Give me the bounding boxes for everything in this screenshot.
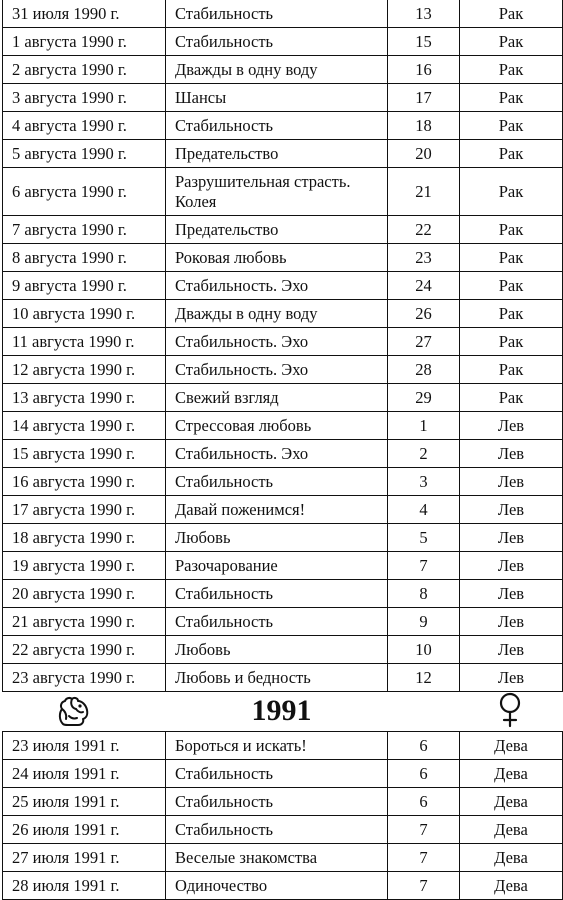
table-row: [3, 552, 563, 580]
sign-cell: Рак: [460, 168, 563, 216]
number-cell: 7: [388, 552, 460, 580]
sign-cell: Рак: [460, 28, 563, 56]
table-row: [3, 636, 563, 664]
pattern-cell: Стабильность. Эхо: [166, 356, 388, 384]
date-table-1990-body: [3, 0, 563, 692]
table-row: [3, 84, 563, 112]
pattern-cell: Любовь: [166, 524, 388, 552]
date-cell: 1 августа 1990 г.: [3, 28, 166, 56]
pattern-cell: Стабильность: [166, 0, 388, 28]
date-cell: 8 августа 1990 г.: [3, 244, 166, 272]
number-cell: 23: [388, 244, 460, 272]
number-cell: 8: [388, 580, 460, 608]
table-row: [3, 356, 563, 384]
sign-cell: Лев: [460, 412, 563, 440]
sign-cell: Рак: [460, 216, 563, 244]
pattern-cell: Дважды в одну воду: [166, 300, 388, 328]
table-row: [3, 580, 563, 608]
table-row: [3, 384, 563, 412]
number-cell: 7: [388, 844, 460, 872]
date-cell: 9 августа 1990 г.: [3, 272, 166, 300]
table-row: [3, 788, 563, 816]
pattern-cell: Стабильность. Эхо: [166, 440, 388, 468]
date-cell: 3 августа 1990 г.: [3, 84, 166, 112]
sign-cell: Рак: [460, 0, 563, 28]
number-cell: 20: [388, 140, 460, 168]
table-row: [3, 440, 563, 468]
pattern-cell: Предательство: [166, 216, 388, 244]
table-row: [3, 328, 563, 356]
sign-cell: Рак: [460, 56, 563, 84]
date-cell: 10 августа 1990 г.: [3, 300, 166, 328]
sign-cell: Рак: [460, 356, 563, 384]
number-cell: 7: [388, 816, 460, 844]
table-row: [3, 244, 563, 272]
pattern-cell: Стабильность. Эхо: [166, 328, 388, 356]
sign-cell: Лев: [460, 580, 563, 608]
number-cell: 21: [388, 168, 460, 216]
number-cell: 27: [388, 328, 460, 356]
pattern-cell: Разрушительная страсть. Колея: [166, 168, 388, 216]
sign-cell: Лев: [460, 608, 563, 636]
date-cell: 12 августа 1990 г.: [3, 356, 166, 384]
pattern-cell: Любовь и бедность: [166, 664, 388, 692]
date-cell: 23 июля 1991 г.: [3, 732, 166, 760]
number-cell: 5: [388, 524, 460, 552]
sign-cell: Дева: [460, 816, 563, 844]
table-row: [3, 468, 563, 496]
year-title: 1991: [251, 694, 312, 727]
date-table-1991: [2, 731, 563, 900]
sign-cell: Дева: [460, 760, 563, 788]
date-cell: 7 августа 1990 г.: [3, 216, 166, 244]
number-cell: 13: [388, 0, 460, 28]
sign-cell: Рак: [460, 140, 563, 168]
table-row: [3, 216, 563, 244]
sign-cell: Лев: [460, 664, 563, 692]
pattern-cell: Стабильность: [166, 28, 388, 56]
pattern-cell: Стабильность. Эхо: [166, 272, 388, 300]
number-cell: 9: [388, 608, 460, 636]
sign-cell: Рак: [460, 384, 563, 412]
pattern-cell: Стабильность: [166, 816, 388, 844]
sign-cell: Лев: [460, 496, 563, 524]
pattern-cell: Одиночество: [166, 872, 388, 900]
date-cell: 5 августа 1990 г.: [3, 140, 166, 168]
sign-cell: Рак: [460, 272, 563, 300]
sign-cell: Рак: [460, 112, 563, 140]
number-cell: 22: [388, 216, 460, 244]
table-row: [3, 112, 563, 140]
pattern-cell: Дважды в одну воду: [166, 56, 388, 84]
pattern-cell: Стрессовая любовь: [166, 412, 388, 440]
date-cell: 2 августа 1990 г.: [3, 56, 166, 84]
number-cell: 12: [388, 664, 460, 692]
date-cell: 27 июля 1991 г.: [3, 844, 166, 872]
pattern-cell: Шансы: [166, 84, 388, 112]
date-cell: 6 августа 1990 г.: [3, 168, 166, 216]
table-row: [3, 0, 563, 28]
number-cell: 16: [388, 56, 460, 84]
year-header: [0, 690, 563, 732]
number-cell: 6: [388, 760, 460, 788]
table-row: [3, 28, 563, 56]
date-cell: 25 июля 1991 г.: [3, 788, 166, 816]
date-cell: 14 августа 1990 г.: [3, 412, 166, 440]
venus-icon: [497, 692, 523, 728]
sign-cell: Дева: [460, 844, 563, 872]
sign-cell: Рак: [460, 300, 563, 328]
table-row: [3, 168, 563, 216]
table-row: [3, 412, 563, 440]
date-cell: 28 июля 1991 г.: [3, 872, 166, 900]
table-row: [3, 872, 563, 900]
table-row: [3, 300, 563, 328]
date-cell: 22 августа 1990 г.: [3, 636, 166, 664]
date-cell: 21 августа 1990 г.: [3, 608, 166, 636]
pattern-cell: Стабильность: [166, 112, 388, 140]
number-cell: 28: [388, 356, 460, 384]
sign-cell: Лев: [460, 440, 563, 468]
table-row: [3, 608, 563, 636]
number-cell: 3: [388, 468, 460, 496]
pattern-cell: Роковая любовь: [166, 244, 388, 272]
pattern-cell: Стабильность: [166, 580, 388, 608]
date-cell: 17 августа 1990 г.: [3, 496, 166, 524]
number-cell: 6: [388, 788, 460, 816]
table-row: [3, 140, 563, 168]
number-cell: 7: [388, 872, 460, 900]
number-cell: 18: [388, 112, 460, 140]
number-cell: 4: [388, 496, 460, 524]
number-cell: 17: [388, 84, 460, 112]
pattern-cell: Стабильность: [166, 760, 388, 788]
date-cell: 11 августа 1990 г.: [3, 328, 166, 356]
pattern-cell: Свежий взгляд: [166, 384, 388, 412]
sign-cell: Лев: [460, 524, 563, 552]
pattern-cell: Разочарование: [166, 552, 388, 580]
sign-cell: Лев: [460, 636, 563, 664]
date-cell: 20 августа 1990 г.: [3, 580, 166, 608]
date-cell: 15 августа 1990 г.: [3, 440, 166, 468]
sign-cell: Лев: [460, 552, 563, 580]
pattern-cell: Стабильность: [166, 788, 388, 816]
table-row: [3, 664, 563, 692]
pattern-cell: Давай поженимся!: [166, 496, 388, 524]
table-row: [3, 524, 563, 552]
date-table-1991-body: [3, 732, 563, 900]
table-row: [3, 732, 563, 760]
number-cell: 2: [388, 440, 460, 468]
number-cell: 10: [388, 636, 460, 664]
sign-cell: Дева: [460, 732, 563, 760]
sign-cell: Рак: [460, 244, 563, 272]
pattern-cell: Бороться и искать!: [166, 732, 388, 760]
date-cell: 13 августа 1990 г.: [3, 384, 166, 412]
table-row: [3, 56, 563, 84]
date-cell: 26 июля 1991 г.: [3, 816, 166, 844]
date-cell: 31 июля 1990 г.: [3, 0, 166, 28]
number-cell: 15: [388, 28, 460, 56]
table-row: [3, 816, 563, 844]
table-row: [3, 844, 563, 872]
number-cell: 29: [388, 384, 460, 412]
pattern-cell: Предательство: [166, 140, 388, 168]
number-cell: 24: [388, 272, 460, 300]
pattern-cell: Стабильность: [166, 608, 388, 636]
sign-cell: Рак: [460, 328, 563, 356]
sign-cell: Лев: [460, 468, 563, 496]
sign-cell: Рак: [460, 84, 563, 112]
number-cell: 26: [388, 300, 460, 328]
date-cell: 24 июля 1991 г.: [3, 760, 166, 788]
date-table-1990: [2, 0, 563, 692]
pattern-cell: Стабильность: [166, 468, 388, 496]
date-cell: 19 августа 1990 г.: [3, 552, 166, 580]
date-cell: 23 августа 1990 г.: [3, 664, 166, 692]
date-cell: 4 августа 1990 г.: [3, 112, 166, 140]
table-row: [3, 272, 563, 300]
date-cell: 16 августа 1990 г.: [3, 468, 166, 496]
sign-cell: Дева: [460, 788, 563, 816]
date-cell: 18 августа 1990 г.: [3, 524, 166, 552]
number-cell: 1: [388, 412, 460, 440]
table-row: [3, 496, 563, 524]
sign-cell: Дева: [460, 872, 563, 900]
pattern-cell: Веселые знакомства: [166, 844, 388, 872]
table-row: [3, 760, 563, 788]
pattern-cell: Любовь: [166, 636, 388, 664]
number-cell: 6: [388, 732, 460, 760]
